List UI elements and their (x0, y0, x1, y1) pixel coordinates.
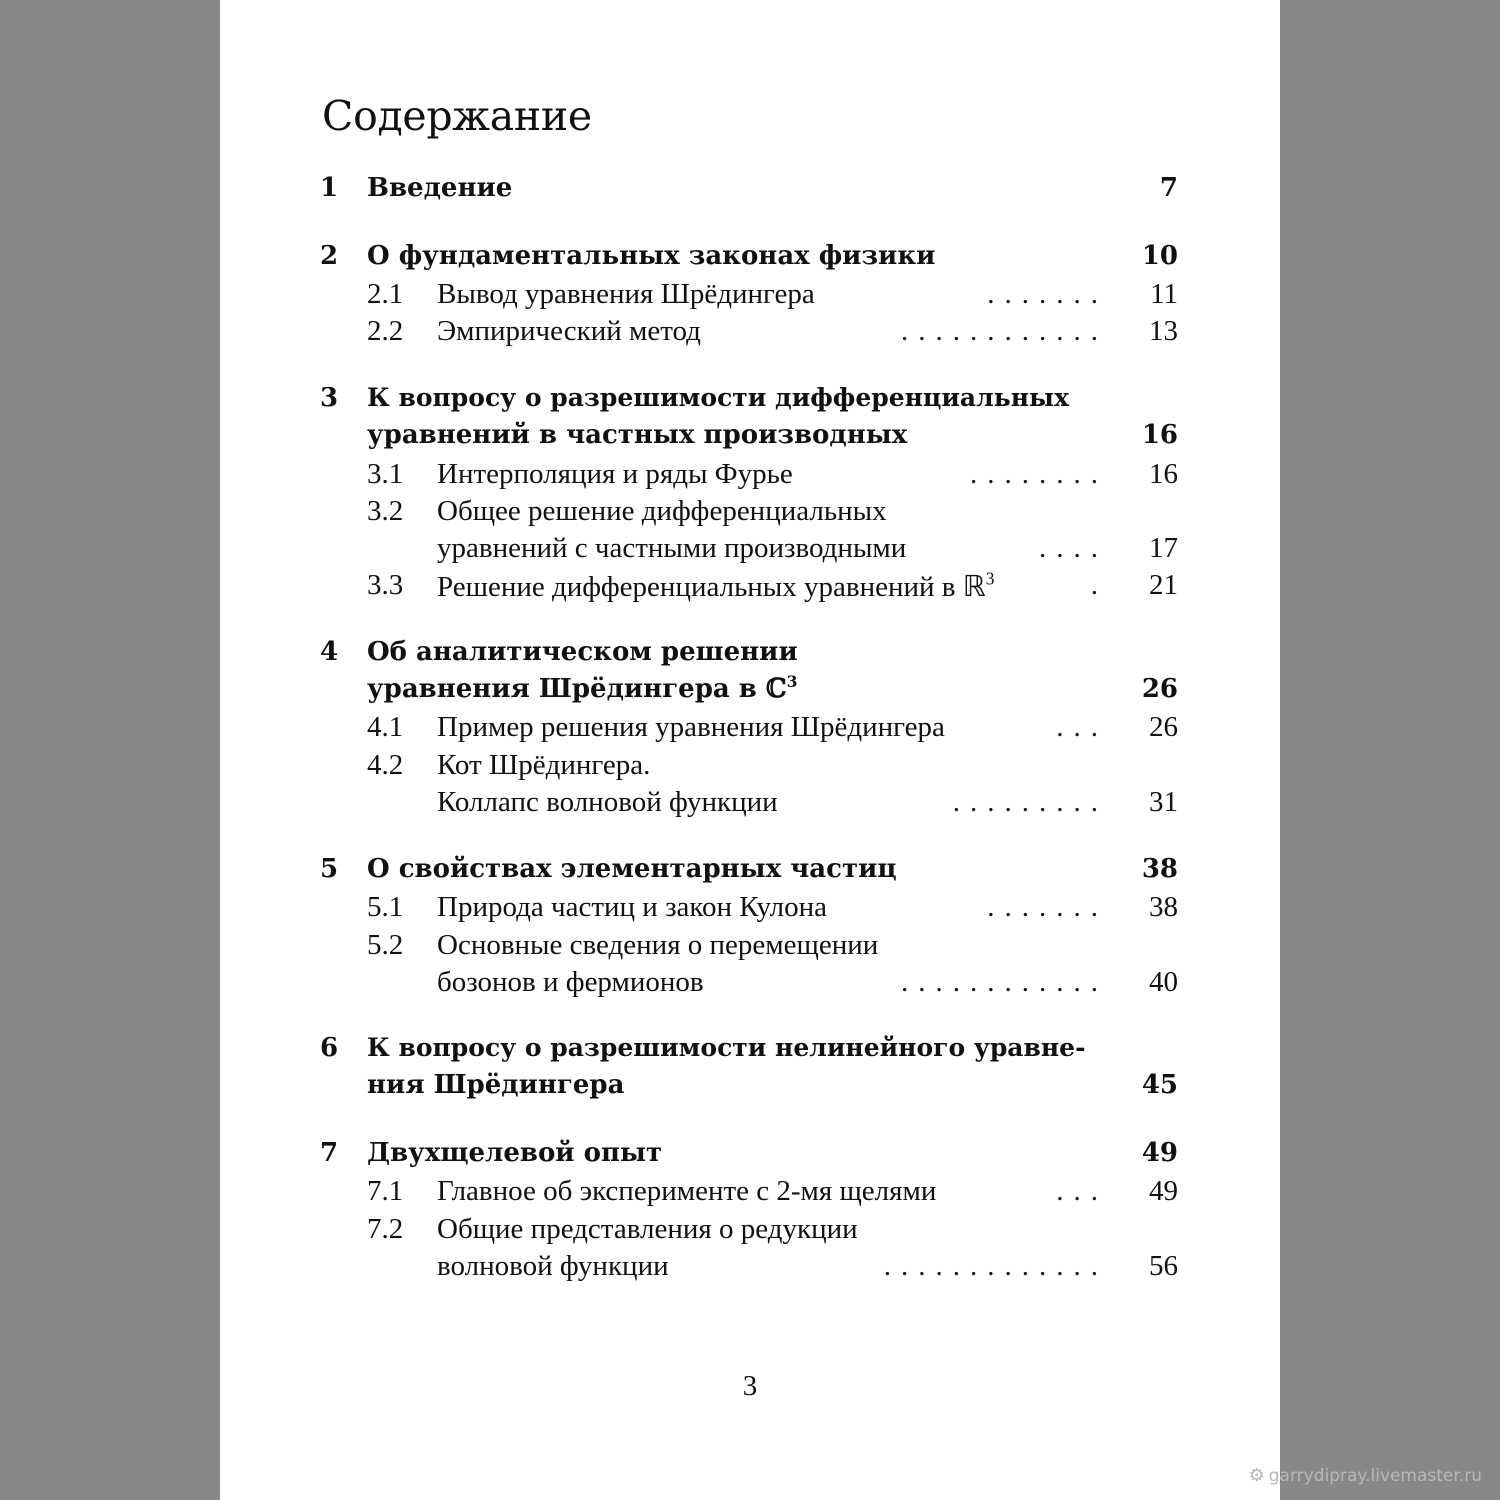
dot-leader: ... (1056, 711, 1108, 743)
entry-number: 2.1 (367, 278, 404, 310)
toc-entry-section-3-3[interactable] (220, 569, 1280, 607)
entry-title: Об аналитическом решении (367, 637, 798, 667)
entry-number: 3.3 (367, 569, 404, 601)
dot-leader: . (1090, 569, 1108, 601)
toc-entry-section-7-1[interactable] (220, 1175, 1280, 1213)
entry-title-continued: уравнений в частных производных (367, 420, 908, 450)
toc-entry-chapter-3-line-2[interactable] (220, 420, 1280, 458)
toc-entry-section-4-2-line-1[interactable] (220, 749, 1280, 787)
entry-title-continued: бозонов и фермионов (437, 966, 704, 998)
dot-leader: ............. (883, 1250, 1108, 1282)
dot-leader: ....... (987, 891, 1108, 923)
toc-entry-section-3-2-line-2[interactable] (220, 532, 1280, 570)
toc-entry-section-3-2-line-1[interactable] (220, 495, 1280, 533)
entry-title: Двухщелевой опыт (367, 1138, 663, 1168)
toc-entry-section-5-2-line-2[interactable] (220, 966, 1280, 1004)
entry-number: 2.2 (367, 315, 404, 347)
dot-leader: ............ (901, 966, 1108, 998)
entry-page: 16 (1149, 458, 1178, 490)
entry-page: 13 (1149, 315, 1178, 347)
entry-number: 7.2 (367, 1213, 404, 1245)
dot-leader: ......... (952, 786, 1108, 818)
toc-entry-chapter-4-line-2[interactable] (220, 671, 1280, 712)
entry-title: Введение (367, 173, 513, 203)
entry-title: Общее решение дифференциальных (437, 495, 887, 527)
entry-title-continued: ния Шрёдингера (367, 1070, 625, 1100)
entry-page: 38 (1149, 891, 1178, 923)
watermark-text: garrydipray.livemaster.ru (1268, 1466, 1482, 1486)
entry-number: 5.1 (367, 891, 404, 923)
entry-page: 56 (1149, 1250, 1178, 1282)
dot-leader: .... (1039, 532, 1108, 564)
entry-number: 3.2 (367, 495, 404, 527)
toc-entry-section-4-1[interactable] (220, 711, 1280, 749)
toc-entry-section-3-1[interactable] (220, 458, 1280, 496)
toc-entry-section-5-1[interactable] (220, 891, 1280, 929)
toc-entry-section-7-2-line-2[interactable] (220, 1250, 1280, 1288)
entry-page: 26 (1149, 711, 1178, 743)
toc-entry-section-4-2-line-2[interactable] (220, 786, 1280, 824)
entry-page: 31 (1149, 786, 1178, 818)
entry-page: 26 (1141, 674, 1178, 704)
entry-page: 7 (1159, 173, 1178, 203)
entry-number: 5.2 (367, 929, 404, 961)
entry-title: К вопросу о разрешимости нелинейного уравне- (367, 1033, 1086, 1062)
entry-number: 6 (320, 1033, 339, 1063)
entry-page: 21 (1149, 569, 1178, 601)
toc-entry-chapter-4-line-1[interactable] (220, 637, 1280, 675)
entry-number: 7 (320, 1138, 339, 1168)
entry-page: 17 (1149, 532, 1178, 564)
toc-entry-chapter-5[interactable] (220, 854, 1280, 892)
toc-entry-chapter-7[interactable] (220, 1138, 1280, 1176)
entry-title: К вопросу о разрешимости дифференциальных (367, 383, 1069, 412)
entry-title: Основные сведения о перемещении (437, 929, 879, 961)
dot-leader: ....... (987, 278, 1108, 310)
entry-page: 49 (1141, 1138, 1178, 1168)
toc-entry-chapter-6-line-2[interactable] (220, 1070, 1280, 1108)
page-number: 3 (742, 1370, 758, 1402)
entry-page: 40 (1149, 966, 1178, 998)
toc-entry-section-7-2-line-1[interactable] (220, 1213, 1280, 1251)
entry-page: 11 (1150, 278, 1178, 310)
entry-title: Общие представления о редукции (437, 1213, 858, 1245)
entry-title-continued: волновой функции (437, 1250, 669, 1282)
entry-title: Кот Шрёдингера. (437, 749, 651, 781)
toc-entry-chapter-3-line-1[interactable] (220, 383, 1280, 421)
entry-title: Пример решения уравнения Шрёдингера (437, 711, 945, 743)
entry-title: О свойствах элементарных частиц (367, 854, 897, 884)
entry-number: 4.1 (367, 711, 404, 743)
toc-entry-chapter-6-line-1[interactable] (220, 1033, 1280, 1071)
dot-leader: ............ (901, 315, 1108, 347)
entry-page: 38 (1141, 854, 1178, 884)
entry-title-continued: уравнения Шрёдингера в ℂ$^3$ (367, 671, 798, 704)
entry-title: Решение дифференциальных уравнений в ℝ$^3$ (437, 568, 995, 603)
entry-number: 2 (320, 241, 339, 271)
entry-title-continued: Коллапс волновой функции (437, 786, 778, 818)
entry-title: Эмпирический метод (437, 315, 701, 347)
entry-number: 3 (320, 383, 339, 413)
entry-title: О фундаментальных законах физики (367, 241, 936, 271)
dot-leader: ... (1056, 1175, 1108, 1207)
book-page (220, 0, 1280, 1500)
entry-number: 4.2 (367, 749, 404, 781)
dot-leader: ........ (970, 458, 1108, 490)
entry-number: 4 (320, 637, 339, 667)
toc-entry-section-5-2-line-1[interactable] (220, 929, 1280, 967)
entry-number: 3.1 (367, 458, 404, 490)
toc-entry-section-2-2[interactable] (220, 315, 1280, 353)
entry-page: 49 (1149, 1175, 1178, 1207)
entry-number: 7.1 (367, 1175, 404, 1207)
gear-icon: ⚙ (1248, 1465, 1265, 1486)
entry-title: Главное об эксперименте с 2-мя щелями (437, 1175, 937, 1207)
toc-heading: Содержание (322, 92, 592, 140)
toc-entry-chapter-2[interactable] (220, 241, 1280, 279)
entry-number: 1 (320, 173, 339, 203)
entry-title: Вывод уравнения Шрёдингера (437, 278, 815, 310)
entry-page: 45 (1141, 1070, 1178, 1100)
entry-title: Природа частиц и закон Кулона (437, 891, 828, 923)
entry-title-continued: уравнений с частными производными (437, 532, 907, 564)
entry-title: Интерполяция и ряды Фурье (437, 458, 793, 490)
entry-number: 5 (320, 854, 339, 884)
watermark (1249, 1465, 1482, 1486)
toc-entry-section-2-1[interactable] (220, 278, 1280, 316)
entry-page: 16 (1141, 420, 1178, 450)
entry-page: 10 (1141, 241, 1178, 271)
toc-entry-chapter-1[interactable] (220, 173, 1280, 211)
